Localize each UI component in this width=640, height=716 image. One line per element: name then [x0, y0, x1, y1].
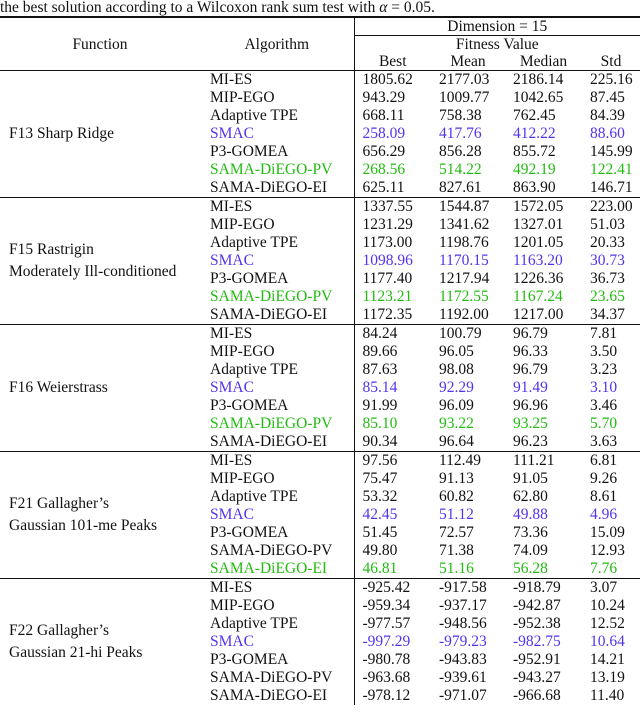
cell-best: -997.29: [354, 633, 431, 651]
cell-median: -942.87: [513, 597, 561, 614]
cell-best: -925.42: [354, 579, 431, 598]
cell-std: 87.45: [590, 89, 625, 106]
cell-mean: -937.17: [439, 597, 487, 614]
algorithm-name: SAMA-DiEGO-PV: [210, 542, 333, 559]
algorithm-name: P3-GOMEA: [210, 143, 289, 160]
table-row: [0, 579, 640, 598]
cell-best: 656.29: [354, 143, 431, 161]
cell-std: 8.61: [590, 488, 618, 505]
cell-best: 668.11: [354, 107, 431, 125]
function-name-line: F15 Rastrigin: [9, 241, 94, 258]
cell-mean: 92.29: [439, 379, 474, 396]
header-median: Median: [519, 53, 568, 70]
cell-std: 4.96: [590, 506, 618, 523]
cell-mean: 71.38: [439, 542, 474, 559]
algorithm-name: MIP-EGO: [210, 597, 275, 614]
cell-mean: 1170.15: [439, 252, 489, 269]
cell-mean: 93.22: [439, 415, 474, 432]
cell-mean: -948.56: [439, 615, 487, 632]
algorithm-name: SMAC: [210, 252, 254, 269]
cell-mean: 1198.76: [439, 234, 489, 251]
cell-median: 49.88: [513, 506, 548, 523]
algorithm-name: SAMA-DiEGO-PV: [210, 161, 333, 178]
algorithm-name: P3-GOMEA: [210, 270, 289, 287]
function-name-line: F13 Sharp Ridge: [9, 125, 115, 142]
cell-std: 3.23: [590, 361, 618, 378]
function-name-line: F22 Gallagher’s: [9, 622, 110, 639]
cell-median: 91.05: [513, 470, 548, 487]
cell-mean: 1009.77: [439, 89, 490, 106]
cell-mean: 2177.03: [431, 71, 505, 90]
cell-best: 89.66: [354, 343, 431, 361]
cell-median: 1201.05: [513, 234, 564, 251]
cell-best: 1805.62: [354, 71, 431, 90]
algorithm-name: P3-GOMEA: [210, 397, 289, 414]
algorithm-name: MIP-EGO: [210, 216, 275, 233]
results-table: [0, 16, 640, 705]
cell-std: 225.16: [582, 71, 640, 90]
table-header: [0, 17, 640, 71]
cell-best: 1337.55: [354, 198, 431, 217]
algorithm-name: P3-GOMEA: [210, 651, 289, 668]
cell-median: 73.36: [513, 524, 548, 541]
cell-median: 96.96: [513, 397, 548, 414]
cell-mean: -979.23: [439, 633, 487, 650]
cell-mean: 72.57: [439, 524, 474, 541]
cell-best: 91.99: [354, 397, 431, 415]
cell-std: 7.76: [590, 560, 618, 577]
cell-std: 11.40: [590, 687, 625, 704]
algorithm-name: SAMA-DiEGO-EI: [210, 306, 328, 323]
algorithm-name: SAMA-DiEGO-EI: [210, 179, 328, 196]
cell-median: -952.38: [513, 615, 561, 632]
cell-median: 1226.36: [513, 270, 564, 287]
header-mean: Mean: [450, 53, 486, 70]
cell-std: 3.63: [590, 433, 618, 450]
algorithm-name: Adaptive TPE: [210, 361, 298, 378]
cell-median: -918.79: [505, 579, 582, 598]
cell-std: 5.70: [590, 415, 618, 432]
cell-std: 34.37: [590, 306, 625, 323]
cell-std: 3.07: [582, 579, 640, 598]
algorithm-name: MI-ES: [200, 71, 354, 90]
function-name: [0, 579, 200, 706]
cell-best: 90.34: [354, 433, 431, 452]
cell-std: 6.81: [582, 452, 640, 471]
caption-alpha-symbol: α: [379, 0, 388, 16]
cell-median: 74.09: [513, 542, 548, 559]
caption-alpha-value: = 0.05.: [391, 0, 435, 16]
function-name-line: F21 Gallagher’s: [9, 495, 110, 512]
cell-median: 492.19: [513, 161, 556, 178]
cell-best: 258.09: [354, 125, 431, 143]
header-fitness-value: Fitness Value: [354, 36, 640, 54]
algorithm-name: Adaptive TPE: [210, 615, 298, 632]
cell-best: -977.57: [354, 615, 431, 633]
cell-std: 15.09: [590, 524, 625, 541]
cell-std: 36.73: [590, 270, 625, 287]
cell-mean: 1217.94: [439, 270, 490, 287]
cell-best: 943.29: [354, 89, 431, 107]
cell-std: 145.99: [590, 143, 633, 160]
function-name: [0, 71, 200, 198]
cell-best: 1098.96: [354, 252, 431, 270]
table-body: [0, 71, 640, 706]
cell-median: 111.21: [505, 452, 582, 471]
algorithm-name: SMAC: [210, 506, 254, 523]
cell-mean: -971.07: [439, 687, 487, 704]
cell-std: 23.65: [590, 288, 625, 305]
cell-best: 1231.29: [354, 216, 431, 234]
cell-median: 1327.01: [513, 216, 564, 233]
cell-best: 51.45: [354, 524, 431, 542]
algorithm-name: Adaptive TPE: [210, 107, 298, 124]
header-best: Best: [354, 53, 431, 71]
cell-best: 85.14: [354, 379, 431, 397]
cell-best: 87.63: [354, 361, 431, 379]
cell-std: 3.50: [590, 343, 618, 360]
table-row: [0, 198, 640, 217]
cell-mean: 417.76: [439, 125, 482, 142]
algorithm-name: MI-ES: [200, 579, 354, 598]
cell-median: -952.91: [513, 651, 561, 668]
cell-median: 1217.00: [513, 306, 564, 323]
cell-median: 93.25: [513, 415, 548, 432]
cell-mean: 112.49: [431, 452, 505, 471]
cell-mean: 51.16: [439, 560, 474, 577]
cell-median: 2186.14: [505, 71, 582, 90]
header-std: Std: [600, 53, 622, 70]
cell-median: 1042.65: [513, 89, 564, 106]
cell-median: 96.23: [513, 433, 548, 450]
cell-best: -963.68: [354, 669, 431, 687]
function-name-line: Gaussian 101-me Peaks: [9, 517, 158, 534]
cell-median: -943.27: [513, 669, 561, 686]
cell-mean: -917.58: [431, 579, 505, 598]
algorithm-name: P3-GOMEA: [210, 524, 289, 541]
algorithm-name: Adaptive TPE: [210, 234, 298, 251]
cell-median: 762.45: [513, 107, 556, 124]
cell-median: 863.90: [513, 179, 556, 196]
function-name-line: F16 Weierstrass: [9, 379, 108, 396]
cell-std: 10.64: [590, 633, 625, 650]
cell-median: 96.79: [505, 325, 582, 344]
algorithm-name: SAMA-DiEGO-EI: [210, 433, 328, 450]
cell-mean: 100.79: [431, 325, 505, 344]
caption-text: the best solution according to a Wilcoxon rank sum test with: [0, 0, 376, 16]
function-name: [0, 325, 200, 452]
algorithm-name: SAMA-DiEGO-PV: [210, 669, 333, 686]
cell-median: -966.68: [513, 687, 561, 704]
cell-best: 75.47: [354, 470, 431, 488]
algorithm-name: Adaptive TPE: [210, 488, 298, 505]
table-row: [0, 452, 640, 471]
cell-median: 1163.20: [513, 252, 563, 269]
cell-std: 51.03: [590, 216, 625, 233]
algorithm-name: SAMA-DiEGO-PV: [210, 415, 333, 432]
algorithm-name: MIP-EGO: [210, 89, 275, 106]
cell-median: 91.49: [513, 379, 548, 396]
cell-median: 62.80: [513, 488, 548, 505]
cell-median: 412.22: [513, 125, 556, 142]
cell-std: 7.81: [582, 325, 640, 344]
algorithm-name: SMAC: [210, 125, 254, 142]
cell-best: 1177.40: [354, 270, 431, 288]
cell-best: 97.56: [354, 452, 431, 471]
cell-mean: 96.05: [439, 343, 474, 360]
cell-best: -980.78: [354, 651, 431, 669]
cell-mean: 1192.00: [439, 306, 489, 323]
cell-std: 84.39: [590, 107, 625, 124]
function-name-line: Moderately Ill-conditioned: [9, 263, 177, 280]
cell-std: 223.00: [582, 198, 640, 217]
table-row: [0, 325, 640, 344]
algorithm-name: SMAC: [210, 633, 254, 650]
cell-mean: 91.13: [439, 470, 474, 487]
cell-std: 12.52: [590, 615, 625, 632]
algorithm-name: SAMA-DiEGO-EI: [210, 687, 328, 704]
cell-best: -978.12: [354, 687, 431, 705]
cell-mean: 1544.87: [431, 198, 505, 217]
cell-median: 855.72: [513, 143, 556, 160]
cell-median: 96.79: [513, 361, 548, 378]
cell-std: 13.19: [590, 669, 625, 686]
cell-mean: 827.61: [439, 179, 482, 196]
cell-mean: 1341.62: [439, 216, 490, 233]
cell-std: 30.73: [590, 252, 625, 269]
cell-std: 9.26: [590, 470, 618, 487]
cell-mean: 758.38: [439, 107, 482, 124]
cell-best: 85.10: [354, 415, 431, 433]
cell-mean: 96.64: [439, 433, 474, 450]
function-name: [0, 198, 200, 325]
cell-mean: 856.28: [439, 143, 482, 160]
cell-mean: 514.22: [439, 161, 482, 178]
cell-mean: 51.12: [439, 506, 474, 523]
cell-median: 96.33: [513, 343, 548, 360]
cell-best: 84.24: [354, 325, 431, 344]
cell-median: 1572.05: [505, 198, 582, 217]
function-name-line: Gaussian 21-hi Peaks: [9, 644, 143, 661]
cell-best: 1173.00: [354, 234, 431, 252]
cell-mean: 60.82: [439, 488, 474, 505]
cell-median: 56.28: [513, 560, 548, 577]
cell-mean: -939.61: [439, 669, 487, 686]
cell-std: 3.46: [590, 397, 618, 414]
algorithm-name: MIP-EGO: [210, 470, 275, 487]
algorithm-name: SMAC: [210, 379, 254, 396]
algorithm-name: SAMA-DiEGO-PV: [210, 288, 333, 305]
cell-best: 625.11: [354, 179, 431, 198]
cell-best: 49.80: [354, 542, 431, 560]
cell-std: 146.71: [590, 179, 633, 196]
cell-mean: -943.83: [439, 651, 487, 668]
algorithm-name: MI-ES: [200, 325, 354, 344]
function-name: [0, 452, 200, 579]
cell-median: 1167.24: [513, 288, 563, 305]
cell-median: -982.75: [513, 633, 561, 650]
cell-std: 12.93: [590, 542, 625, 559]
cell-best: 42.45: [354, 506, 431, 524]
algorithm-name: MI-ES: [200, 198, 354, 217]
cell-best: 1172.35: [354, 306, 431, 325]
header-algorithm: Algorithm: [200, 17, 354, 71]
cell-mean: 96.09: [439, 397, 474, 414]
cell-std: 122.41: [590, 161, 633, 178]
cell-mean: 98.08: [439, 361, 474, 378]
cell-best: 46.81: [354, 560, 431, 579]
cell-best: -959.34: [354, 597, 431, 615]
algorithm-name: MI-ES: [200, 452, 354, 471]
cell-best: 1123.21: [354, 288, 431, 306]
table-row: [0, 71, 640, 90]
header-dimension: Dimension = 15: [354, 17, 640, 36]
cell-mean: 1172.55: [439, 288, 489, 305]
cell-std: 20.33: [590, 234, 625, 251]
cell-std: 88.60: [590, 125, 625, 142]
cell-best: 53.32: [354, 488, 431, 506]
algorithm-name: SAMA-DiEGO-EI: [210, 560, 328, 577]
cell-std: 14.21: [590, 651, 625, 668]
algorithm-name: MIP-EGO: [210, 343, 275, 360]
cell-std: 3.10: [590, 379, 618, 396]
cell-best: 268.56: [354, 161, 431, 179]
cell-std: 10.24: [590, 597, 625, 614]
header-function: Function: [0, 17, 200, 71]
